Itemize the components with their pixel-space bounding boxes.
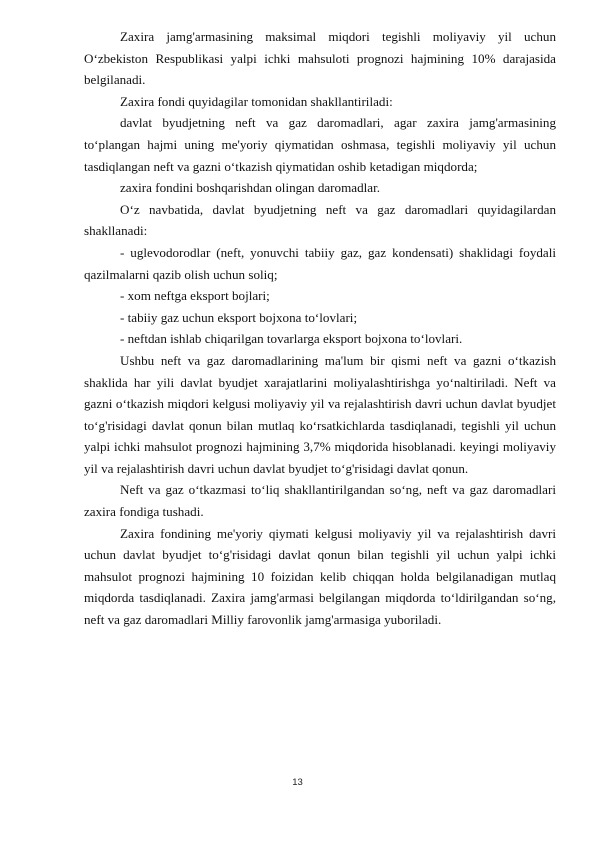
paragraph-oil-gas-transfer: Ushbu neft va gaz daromadlarining ma'lum bir qismi neft va gazni o‘tkazish shaklida har yili davlat byudjet xarajatlarini moliyalashtirishga yo‘naltiriladi. Neft va gazni o‘tkazish miqdori kelgusi moliyaviy yil va rejalashtirish davri uchun davlat byudjet to‘g'risidagi davlat qonun bilan mutlaq ko‘rsatkichlarda tasdiqlanadi, tegishli yil uchun yalpi ichki mahsulot prognozi hajmining 3,7% miqdorida hisoblanadi. keyingi moliyaviy yil va rejalashtirish davri uchun davlat byudjet to‘g'risidagi davlat qonun. bbox=[84, 352, 556, 476]
paragraph-normative-value: Zaxira fondining me'yoriy qiymati kelgusi moliyaviy yil va rejalashtirish davri uchun davlat byudjet to‘g'risidagi davlat qonun bilan tegishli yil uchun yalpi ichki mahsulot prognozi hajmining 10 foizidan kelib chiqqan holda belgilanadigan mutlaq miqdorda tasdiqlanadi. Zaxira jamg'armasi belgilangan miqdorda to‘ldirilgandan so‘ng, neft va gaz daromadlari Milliy farovonlik jamg'armasiga yuboriladi. bbox=[84, 525, 556, 628]
list-item-gas-export-payments: - tabiiy gaz uchun eksport bojxona to‘lovlari; bbox=[120, 309, 358, 325]
paragraph-transfer-completion: Neft va gaz o‘tkazmasi to‘liq shakllantirilgandan so‘ng, neft va gaz daromadlari zaxira fondiga tushadi. bbox=[84, 482, 556, 520]
list-item-oil-products-export-payments: - neftdan ishlab chiqarilgan tovarlarga eksport bojxona to‘lovlari. bbox=[120, 331, 463, 347]
paragraph-reserve-fund-max: Zaxira jamg'armasining maksimal miqdori tegishli moliyaviy yil uchun O‘zbekiston Respublikasi yalpi ichki mahsuloti prognozi hajmining 10% darajasida belgilanadi. bbox=[84, 29, 556, 88]
paragraph-oil-gas-revenues: davlat byudjetning neft va gaz daromadlari, agar zaxira jamg'armasining to‘plangan hajmi uning me'yoriy qiymatidan oshmasa, tegishli moliyaviy yil uchun tasdiqlangan neft va gazni o‘tkazish qiymatidan oshib ketadigan miqdorda; bbox=[84, 115, 556, 174]
document-body bbox=[84, 26, 556, 631]
list-item-extraction-tax: - uglevodorodlar (neft, yonuvchi tabiiy gaz, gaz kondensati) shaklidagi foydali qazilmalarni qazib olish uchun soliq; bbox=[84, 244, 556, 282]
paragraph-revenue-composition: O‘z navbatida, davlat byudjetning neft va gaz daromadlari quyidagilardan shakllanadi: bbox=[84, 201, 556, 239]
paragraph-management-income: zaxira fondini boshqarishdan olingan daromadlar. bbox=[120, 180, 380, 196]
page-number: 13 bbox=[292, 777, 303, 788]
list-item-crude-export-duties: - xom neftga eksport bojlari; bbox=[120, 288, 270, 304]
paragraph-reserve-fund-sources: Zaxira fondi quyidagilar tomonidan shakllantiriladi: bbox=[120, 93, 393, 109]
